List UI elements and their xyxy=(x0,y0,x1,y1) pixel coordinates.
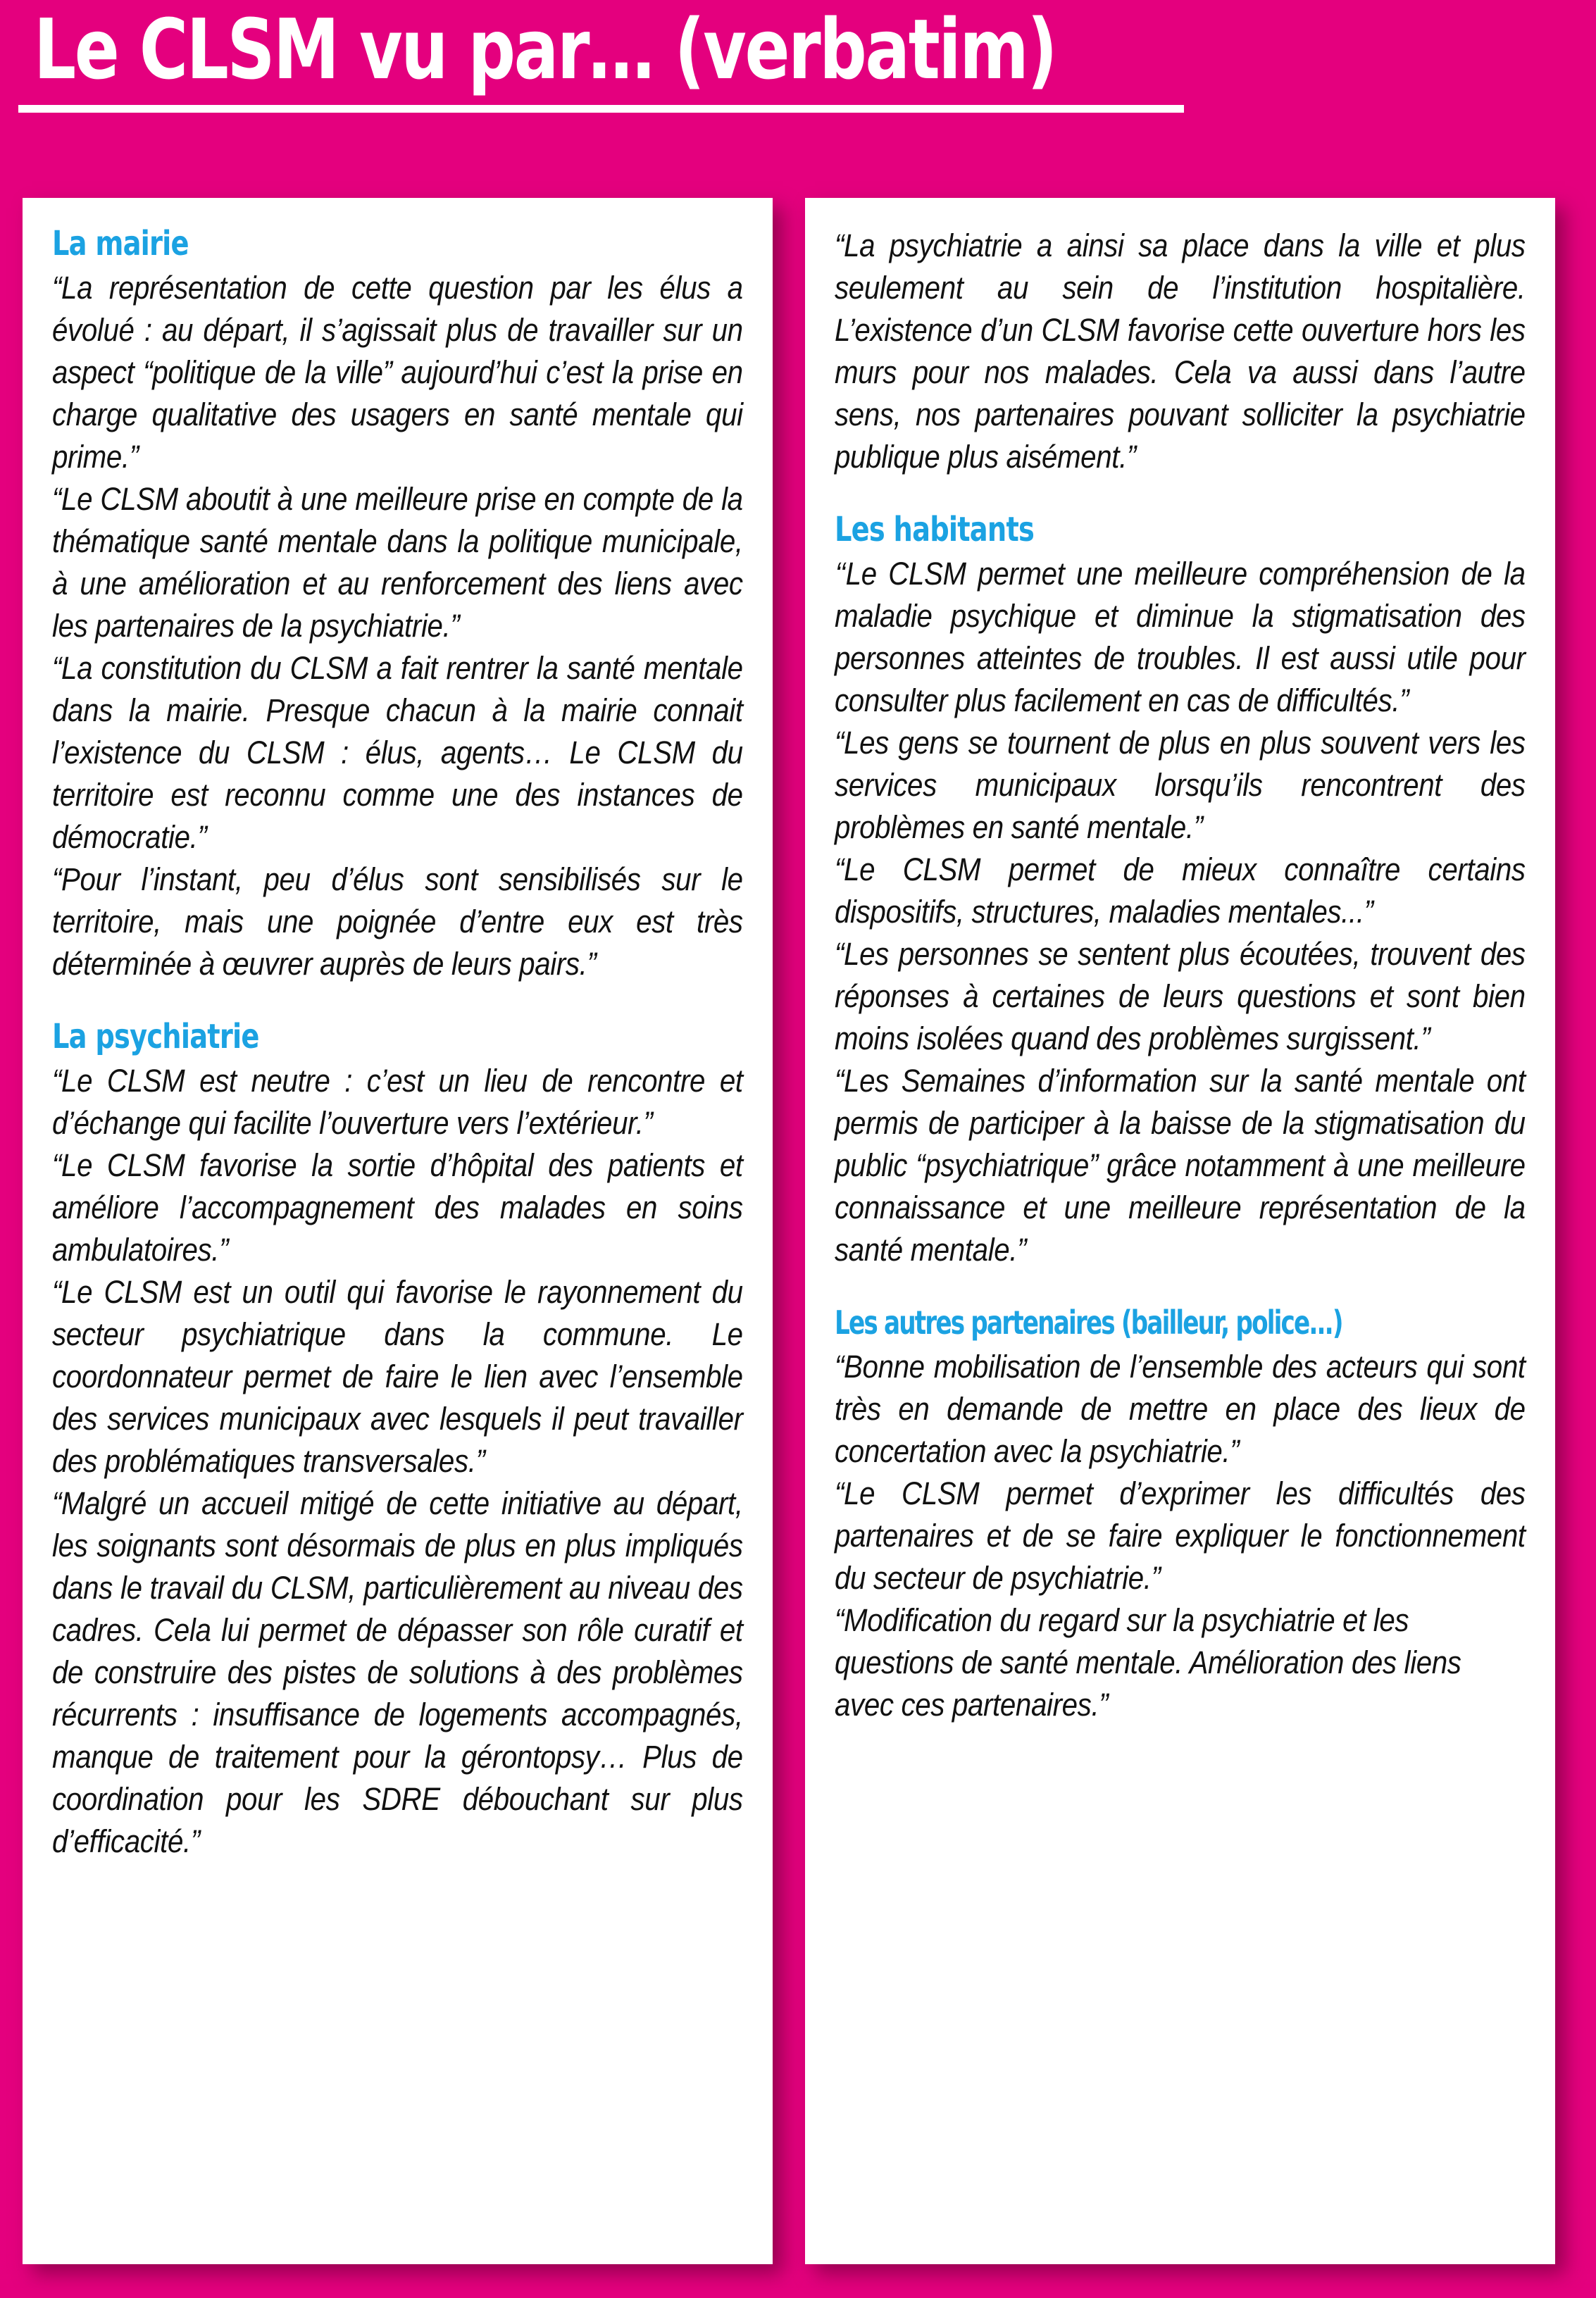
quote-paragraph: “La représentation de cette question par les élus a évolué : au départ, il s’agissait plus de travailler sur un aspect “politique de la ville” aujourd’hui c’est la prise en charge qualitative des usagers en santé mentale qui prime.” xyxy=(52,270,743,475)
section-heading-la-psychiatrie: La psychiatrie xyxy=(52,1017,259,1056)
section-psychiatrie-continued xyxy=(835,225,1526,478)
quote-paragraph: “Le CLSM est neutre : c’est un lieu de rencontre et d’échange qui facilite l’ouverture vers l’extérieur.” xyxy=(52,1063,743,1141)
quote-paragraph: “La constitution du CLSM a fait rentrer la santé mentale dans la mairie. Presque chacun à la mairie connait l’existence du CLSM : élus, agents… Le CLSM du territoire est reconnu comme une des instances de démocratie.” xyxy=(52,650,743,855)
section-heading-les-autres-partenaires: Les autres partenaires (bailleur, police...) xyxy=(835,1304,1342,1342)
quote-paragraph: “Le CLSM favorise la sortie d’hôpital des patients et améliore l’accompagnement des malades en soins ambulatoires.” xyxy=(52,1147,743,1268)
quote-paragraph: “Malgré un accueil mitigé de cette initiative au départ, les soignants sont désormais de plus en plus impliqués dans le travail du CLSM, particulièrement au niveau des cadres. Cela lui permet de dépasser son rôle curatif et de construire des pistes de solutions à des problèmes récurrents : insuffisance de logements accompagnés, manque de traitement pour la gérontopsy… Plus de coordination pour les SDRE débouchant sur plus d’efficacité.” xyxy=(52,1485,743,1859)
section-la-psychiatrie xyxy=(52,1018,743,1863)
section-les-habitants xyxy=(835,511,1526,1271)
quote-paragraph: “Les Semaines d’information sur la santé mentale ont permis de participer à la baisse de la stigmatisation du public “psychiatrique” grâce notamment à une meilleure connaissance et une meilleure représentation de la santé mentale.” xyxy=(835,1063,1526,1268)
page-header xyxy=(0,0,1596,198)
quote-paragraph: “Modification du regard sur la psychiatrie et les questions de santé mentale. Amélioration des liens avec ces partenaires.” xyxy=(835,1602,1461,1723)
content-columns xyxy=(0,198,1596,2298)
section-heading-la-mairie: La mairie xyxy=(52,224,189,263)
section-les-autres-partenaires xyxy=(835,1304,1526,1726)
quote-paragraph: “Le CLSM permet d’exprimer les difficultés des partenaires et de se faire expliquer le fonctionnement du secteur de psychiatrie.” xyxy=(835,1475,1526,1596)
right-column-panel xyxy=(805,198,1555,2264)
title-underline-rule xyxy=(18,103,1184,115)
section-heading-les-habitants: Les habitants xyxy=(835,510,1035,549)
quote-paragraph: ‘‘Le CLSM permet une meilleure compréhension de la maladie psychique et diminue la stigmatisation des personnes atteintes de troubles. Il est aussi utile pour consulter plus facilement en cas de difficultés.” xyxy=(835,556,1526,718)
quote-paragraph: “Les gens se tournent de plus en plus souvent vers les services municipaux lorsqu’ils rencontrent des problèmes en santé mentale.” xyxy=(835,725,1526,845)
quote-paragraph: “Le CLSM est un outil qui favorise le rayonnement du secteur psychiatrique dans la commune. Le coordonnateur permet de faire le lien avec l’ensemble des services municipaux avec lesquels il peut travailler des problématiques transversales.” xyxy=(52,1274,743,1479)
quote-paragraph: “Le CLSM permet de mieux connaître certains dispositifs, structures, maladies mentales...” xyxy=(835,851,1526,930)
quote-paragraph: “Bonne mobilisation de l’ensemble des acteurs qui sont très en demande de mettre en place des lieux de concertation avec la psychiatrie.” xyxy=(835,1349,1526,1469)
left-column-panel xyxy=(23,198,773,2264)
quote-paragraph: “Les personnes se sentent plus écoutées, trouvent des réponses à certaines de leurs questions et sont bien moins isolées quand des problèmes surgissent.” xyxy=(835,936,1526,1056)
page-title: Le CLSM vu par… (verbatim) xyxy=(34,1,1056,98)
quote-paragraph: “Le CLSM aboutit à une meilleure prise en compte de la thématique santé mentale dans la politique municipale, à une amélioration et au renforcement des liens avec les partenaires de la psychiatrie.” xyxy=(52,481,743,644)
section-la-mairie xyxy=(52,225,743,985)
quote-paragraph: “Pour l’instant, peu d’élus sont sensibilisés sur le territoire, mais une poignée d’entre eux est très déterminée à œuvrer auprès de leurs pairs.” xyxy=(52,861,743,982)
quote-paragraph: “La psychiatrie a ainsi sa place dans la ville et plus seulement au sein de l’institution hospitalière. L’existence d’un CLSM favorise cette ouverture hors les murs pour nos malades. Cela va aussi dans l’autre sens, nos partenaires pouvant solliciter la psychiatrie publique plus aisément.” xyxy=(835,227,1526,475)
